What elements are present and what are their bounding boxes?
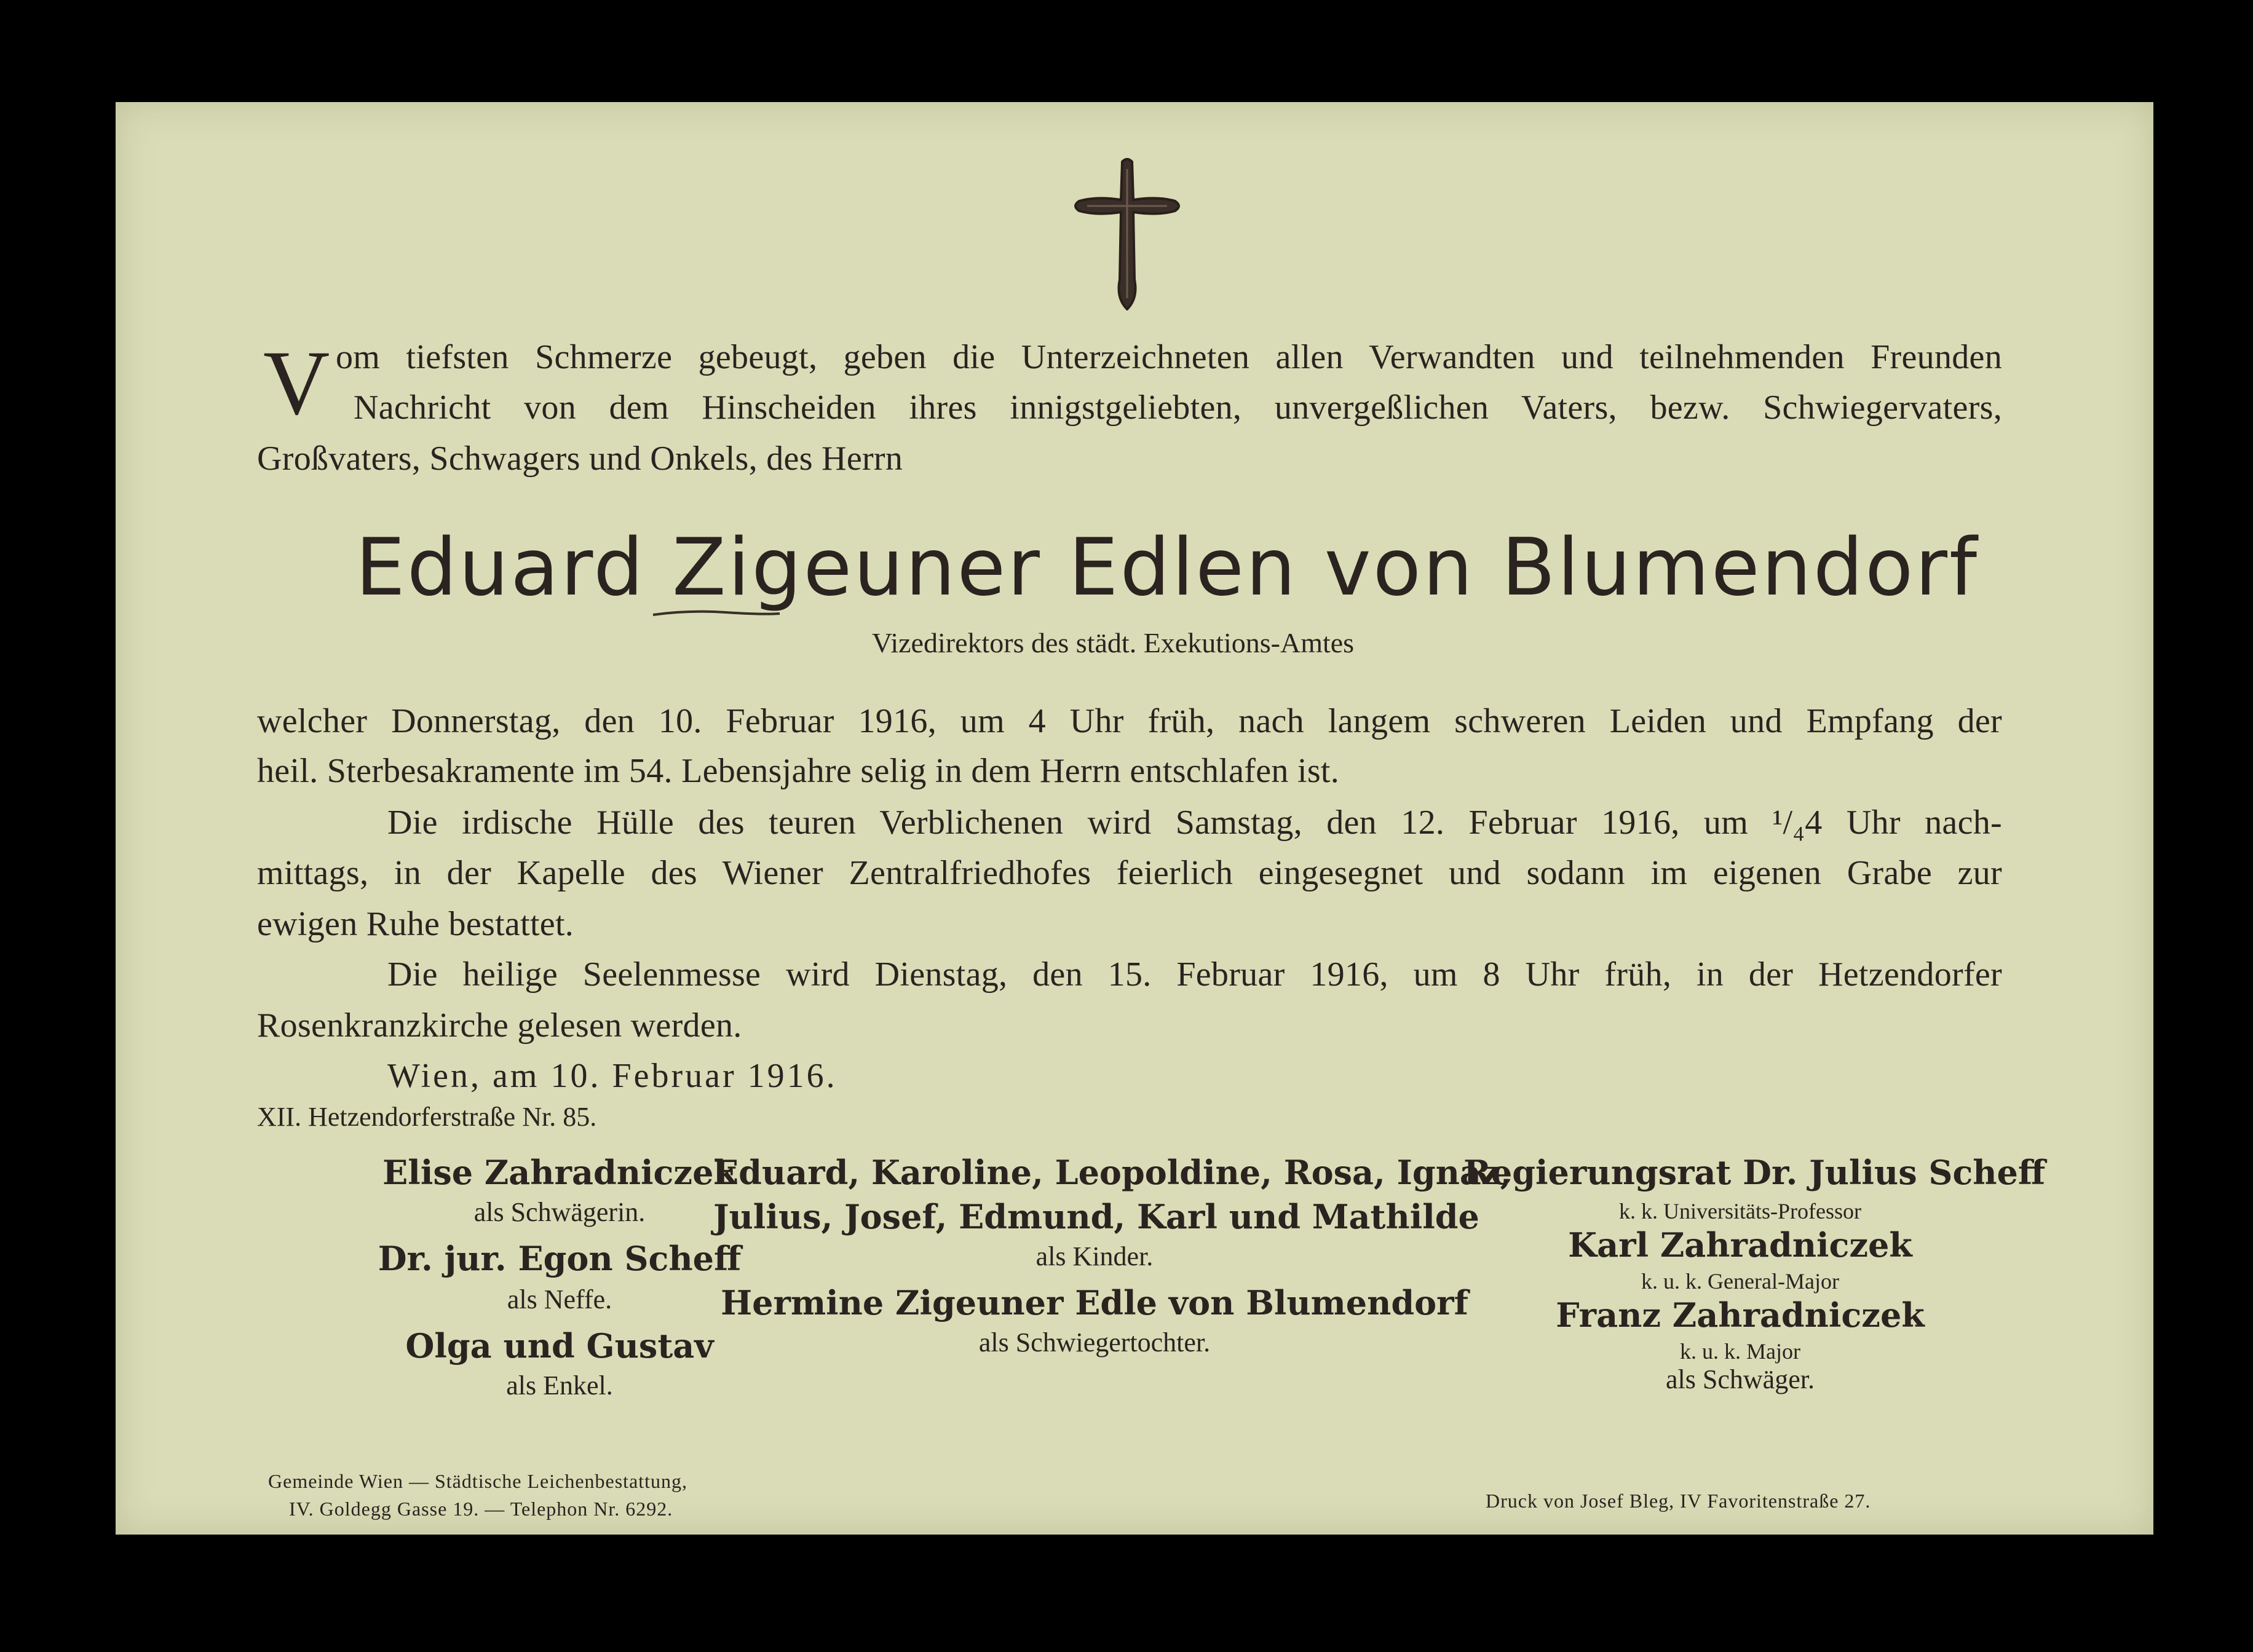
- body-p2-line3: ewigen Ruhe bestattet.: [257, 905, 574, 943]
- footer-left-line1: Gemeinde Wien — Städtische Leichenbestattung,: [268, 1470, 688, 1492]
- intro-line-3: Großvaters, Schwagers und Onkels, des Herrn: [257, 440, 903, 478]
- footer-right: Druck von Josef Bleg, IV Favoritenstraße 27.: [1486, 1490, 1871, 1512]
- signatories-right: [1463, 1150, 2046, 1408]
- body-p3-line1: Die heilige Seelenmesse wird Dienstag, den 15. Februar 1916, um 8 Uhr früh, in der Hetzendorfer: [387, 955, 2002, 994]
- brother-in-law-title: k. u. k. General-Major: [1641, 1269, 1839, 1294]
- body-p3-line2: Rosenkranzkirche gelesen werden.: [257, 1006, 742, 1045]
- brother-in-law-name: Karl Zahradniczek: [1568, 1225, 1912, 1265]
- brother-in-law-name: Regierungsrat Dr. Julius Scheff: [1463, 1153, 2046, 1192]
- signatory-name: Elise Zahradniczek: [382, 1153, 737, 1192]
- children-role: als Kinder.: [1035, 1241, 1154, 1271]
- latin-cross-icon: [1066, 157, 1189, 310]
- intro-line-2: Nachricht von dem Hinscheiden ihres innigstgeliebten, unvergeßlichen Vaters, bezw. Schwiegervaters,: [354, 389, 2002, 427]
- address: XII. Hetzendorferstraße Nr. 85.: [257, 1102, 597, 1132]
- signatory-name: Dr. jur. Egon Scheff: [378, 1239, 742, 1278]
- body-p1-line1: welcher Donnerstag, den 10. Februar 1916, um 4 Uhr früh, nach langem schweren Leiden und Empfang der: [257, 702, 2002, 740]
- signatory-role: als Neffe.: [507, 1284, 612, 1314]
- intro-line-1: om tiefsten Schmerze gebeugt, geben die Unterzeichneten allen Verwandten und teilnehmenden Freunden: [336, 338, 2002, 376]
- signatory-name: Olga und Gustav: [405, 1326, 714, 1365]
- daughter-in-law-role: als Schwiegertochter.: [978, 1327, 1211, 1358]
- brothers-in-law-role: als Schwäger.: [1666, 1364, 1815, 1394]
- body-p2-line2: mittags, in der Kapelle des Wiener Zentralfriedhofes feierlich eingesegnet und sodann im eigenen Grabe zur: [257, 854, 2002, 892]
- brother-in-law-name: Franz Zahradniczek: [1556, 1295, 1925, 1335]
- deceased-title: Vizedirektors des städt. Exekutions-Amtes: [871, 627, 1355, 658]
- handwritten-underline: [652, 609, 781, 617]
- place-date: Wien, am 10. Februar 1916.: [387, 1057, 837, 1095]
- drop-cap: V: [263, 332, 330, 434]
- body-p2-line1: Die irdische Hülle des teuren Verblichenen wird Samstag, den 12. Februar 1916, um ¹/₄4 Uhr nach-: [387, 804, 2002, 842]
- signatory-role: als Enkel.: [506, 1370, 613, 1401]
- children-names-line1: Eduard, Karoline, Leopoldine, Rosa, Ignaz,: [713, 1153, 1512, 1192]
- brother-in-law-title: k. u. k. Major: [1680, 1339, 1800, 1364]
- signatories-center: [713, 1150, 1512, 1371]
- brother-in-law-title: k. k. Universitäts-Professor: [1619, 1199, 1861, 1223]
- deceased-name: Eduard Zigeuner Edlen von Blumendorf: [355, 522, 1979, 614]
- footer-left-line2: IV. Goldegg Gasse 19. — Telephon Nr. 6292.: [289, 1498, 673, 1520]
- daughter-in-law-name: Hermine Zigeuner Edle von Blumendorf: [721, 1283, 1468, 1322]
- body-p1-line2: heil. Sterbesakramente im 54. Lebensjahre selig in dem Herrn entschlafen ist.: [257, 752, 1340, 790]
- signatory-role: als Schwägerin.: [473, 1197, 646, 1227]
- children-names-line2: Julius, Josef, Edmund, Karl und Mathilde: [713, 1197, 1479, 1236]
